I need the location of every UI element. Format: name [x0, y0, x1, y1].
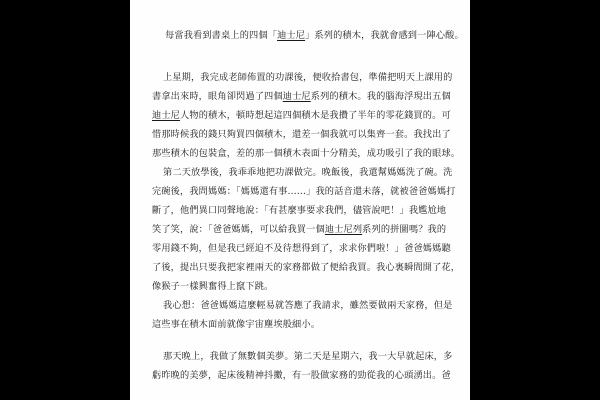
text-line: 那天晚上，我做了無數個美夢。第二天是星期六，我一大早就起床，多: [163, 351, 453, 362]
text-line: 像猴子一樣興奮得上竄下跳。: [152, 281, 274, 292]
paragraph-3: [130, 163, 470, 296]
paragraph-4: [130, 296, 470, 334]
text-line: 第二天放學後，我乖乖地把功課做完。晚飯後，我還幫媽媽洗了碗。洗: [163, 167, 453, 178]
text-line: 完碗後，我問媽媽：「媽媽還有事……」我的話音還未落，就被爸爸媽媽打: [152, 186, 456, 197]
text-line: 上星期，我完成老師佈置的功課後，便收拾書包，準備把明天上課用的: [163, 72, 453, 83]
text-line: 零用錢不夠，但是我已經迫不及待想得到了，求求你們啦！」爸爸媽媽聽: [152, 243, 451, 254]
text-line: 惜那時候我的錢只夠買四個積木，還差一個我就可以集齊一套。我找出了: [152, 129, 451, 140]
paragraph-2: [130, 68, 470, 163]
underlined-term: 迪士尼: [152, 110, 181, 121]
text-line: 斷了，他們異口同聲地說：「有甚麼事要求我們，儘管說吧！」我尷尬地: [152, 205, 447, 216]
text-line: 那些積木的包裝盒，差的那一個積木表面十分精美，成功吸引了我的眼球。: [152, 148, 461, 159]
paragraph-1: [130, 26, 470, 45]
text-line: 笑了笑，說：「爸爸媽媽，可以給我買一個迪士尼列系列的拼圖嗎？我的: [152, 224, 447, 235]
paragraph-5: [130, 347, 470, 385]
text-line: 我心想：爸爸媽媽這麼輕易就答應了我請求，雖然要做兩天家務，但是: [163, 300, 453, 311]
text-line: 虧昨晚的美夢，起床後精神抖擻，有一股做家務的勁從我的心頭湧出。爸: [152, 370, 451, 381]
text-line: 書拿出來時，眼角卻閃過了四個迪士尼系列的積木。我的腦海浮現出五個: [152, 91, 451, 102]
text-line: 了後，提出只要我把家裡兩天的家務都做了便給我買。我心裏瞬間開了花，: [152, 262, 461, 273]
document-page: [130, 0, 470, 400]
text-line: 迪士尼人物的積木，頓時想起這四個積木是我攢了半年的零花錢買的。可: [152, 110, 451, 121]
underlined-term: 迪士尼列: [324, 224, 363, 235]
underlined-term: 迪士尼: [282, 91, 311, 102]
text-line: 這些事在積木面前就像宇宙塵埃般細小。: [152, 319, 321, 330]
text-line: 每當我看到書桌上的四個「迪士尼」系列的積木，我就會感到一陣心酸。: [165, 30, 464, 41]
underlined-term: 迪士尼: [277, 30, 306, 41]
